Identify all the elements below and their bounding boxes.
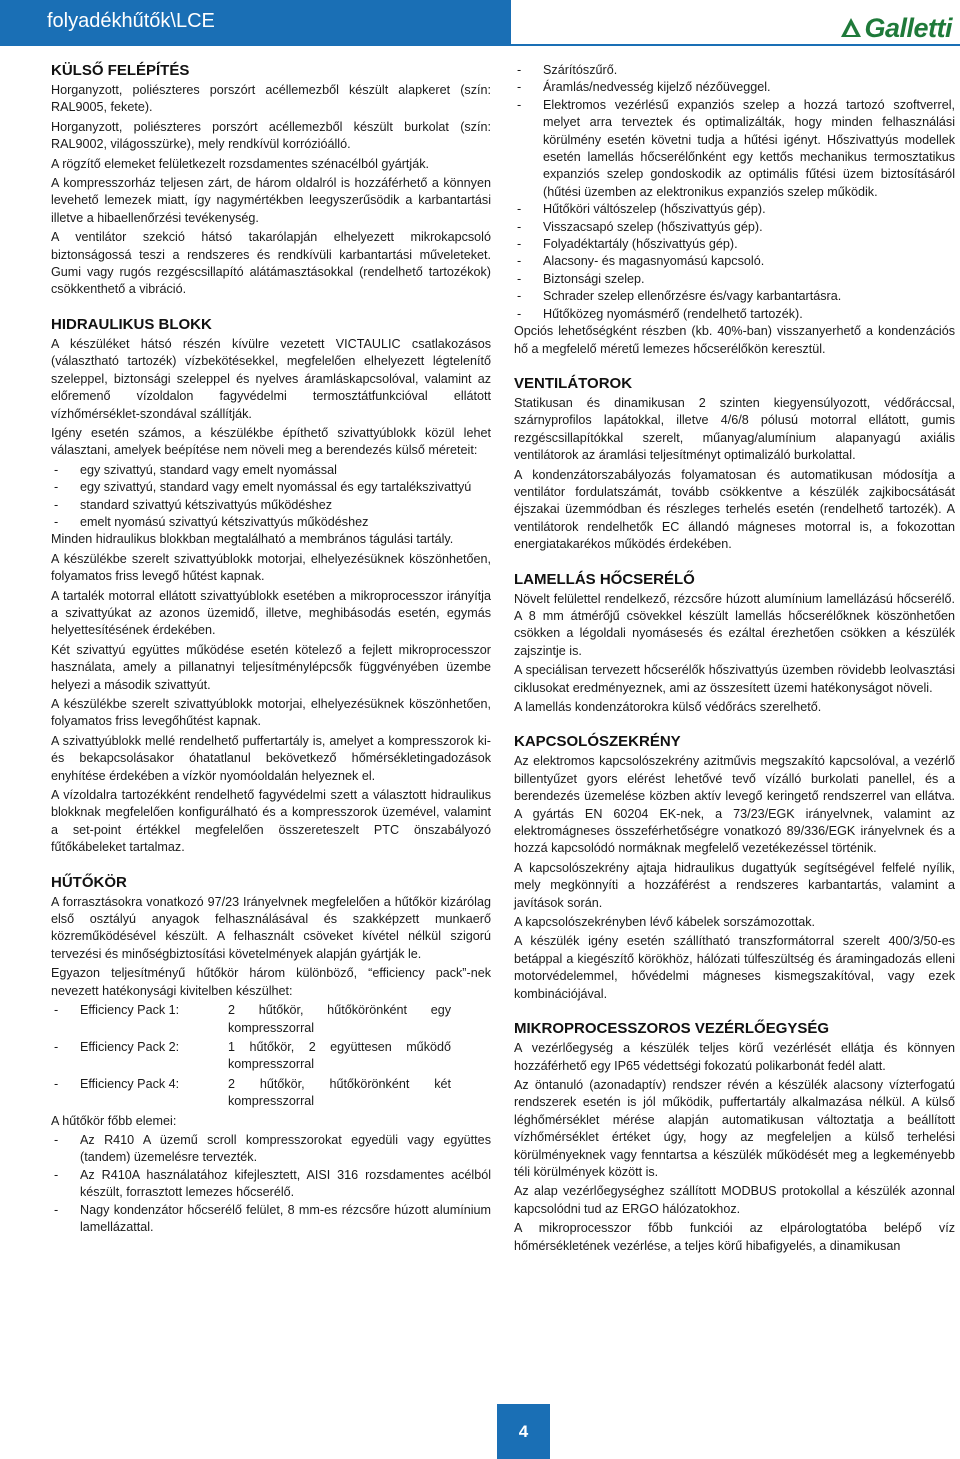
- section-heading: HIDRAULIKUS BLOKK: [51, 315, 212, 333]
- list-item: - Az R410 A üzemű scroll kompresszorokat egyedüli vagy együttes (tandem) üzemelésre tervezték.: [51, 1132, 491, 1167]
- section-heading: KÜLSŐ FELÉPÍTÉS: [51, 62, 190, 79]
- list-item: - Hűtőköri váltószelep (hőszivattyús gép).: [514, 201, 955, 218]
- section-hutokor-elemei-folytatas: [514, 62, 955, 358]
- pack-name: - Efficiency Pack 4:: [80, 1076, 180, 1091]
- header-title-band: [0, 0, 511, 46]
- paragraph: A lamellás kondenzátorokra külső védőrács szerelhető.: [514, 700, 822, 714]
- paragraph: A vezérlőegység a készülék teljes körű vezérlését ellátja és könnyen hozzáférhető egy IP65 védettségi fokozatú polikarbonát fedél alatt.: [514, 1041, 955, 1073]
- paragraph: A ventilátor szekció hátsó takarólapján elhelyezett mikrokapcsoló biztonságossá teszi a rendszeres és rendkívüli karbantartási műveleteket. Gumi vagy rugós rezgéscsillapító alátámasztásokkal (rendelhető tartozékok) csökkenthető a vibráció.: [51, 230, 491, 297]
- paragraph: A kapcsolószekrény ajtaja hidraulikus dugattyúk segítségével felfelé nyílik, mely megkönnyíti a hozzáférést a rendszeres karbantartás, valamint a javítások során.: [514, 860, 955, 910]
- paragraph: A készülékbe szerelt szivattyúblokk motorjai, elhelyezésüknek köszönhetően, folyamatos friss levegő hűtést kapnak.: [51, 551, 491, 584]
- galletti-logo: [840, 12, 952, 44]
- paragraph: A speciálisan tervezett hőcserélők hőszivattyús üzemben rövidebb leolvasztási ciklusokat eredményeznek, ami az összesített üzemi hatékonyságot növeli.: [514, 663, 955, 695]
- paragraph: A forrasztásokra vonatkozó 97/23 Irányelvnek megfelelően a hűtőkör kizárólag első osztályú anyagok felhasználásával és szakképzett munkaerő közreműködésével készült. A felhasznált csöveket kívétel nélkül szigorú tervezési és minőségbiztosítási követelmények alapján gyártják le.: [51, 894, 491, 961]
- list-item: - Az R410A használatához kifejlesztett, AISI 316 rozsdamentes acélból készült, forrasztott lemezes hőcserélő.: [51, 1167, 491, 1202]
- section-heading: KAPCSOLÓSZEKRÉNY: [514, 733, 681, 751]
- paragraph: Két szivattyú együttes működése esetén kötelező a fejlett mikroprocesszor használata, amely a pillanatnyi teljesítménylépcsők függvényében üzembe helyezi a második szivattyút.: [51, 642, 491, 692]
- header-rule: [511, 44, 960, 46]
- paragraph: Statikusan és dinamikusan 2 szinten kiegyensúlyozott, védőráccsal, szárnyprofilos lapátokkal, illetve 4/6/8 pólusú motorral ellátott, gumis rezgéscsillapítókkal szerelt, műanyag/alumínium alapanyagú axiális ventilátorok az áramlási teljesítményt optimalizáló burkolattal.: [514, 395, 955, 463]
- header-bar: [0, 0, 960, 46]
- list-item: - Visszacsapó szelep (hőszivattyús gép).: [514, 219, 955, 236]
- pack-description: 2 hűtőkör, hűtőkörönként két kompresszorral: [228, 1076, 451, 1109]
- paragraph: A szivattyúblokk mellé rendelhető puffertartály is, amelyet a kompresszorok ki- és bekapcsolásakor óhatatlanul bekövetkező hőmérsékletingadozások enyhítése érdekében a vízkör nyomóoldalán helyeznek el.: [51, 733, 491, 783]
- list-item: - Alacsony- és magasnyomású kapcsoló.: [514, 253, 955, 270]
- section-mikroprocesszoros-vezerlo: [514, 1020, 955, 1255]
- list-item: - Folyadéktartály (hőszivattyús gép).: [514, 236, 955, 253]
- list-item: - Hűtőközeg nyomásmérő (rendelhető tartozék).: [514, 306, 955, 323]
- paragraph: A készülék igény esetén szállítható transzformátorral szerelt 400/3/50-es betáppal a kiegészítő körökhöz, hálózati túlfeszültség és áramingadozás elleni motorvédelemmel, hővédelmi mágneses kismegszakítóval, vagy ezek kombinációjával.: [514, 934, 955, 1001]
- paragraph: A vízoldalra tartozékként rendelhető fagyvédelmi szett a választott hidraulikus blokknak megfelelően konfigurálható és a kompresszorok üzemével, valamint a set-point értékkel megfelelően összereteszelt PTC önszabályozó fűtőkábeleket tartalmaz.: [51, 788, 491, 855]
- list-item: - Schrader szelep ellenőrzésre és/vagy karbantartásra.: [514, 288, 955, 305]
- page-number: 4: [497, 1404, 550, 1459]
- logo-text: Galletti: [864, 12, 952, 43]
- list-item: - egy szivattyú, standard vagy emelt nyomással: [51, 462, 491, 479]
- paragraph: A tartalék motorral ellátott szivattyúblokk esetében a mikroprocesszor irányítja a szivattyúkat az azonos üzemidő, illetve, meghibásodás esetén, egymás helyettesítésének érdekében.: [51, 588, 491, 638]
- paragraph: Az alap vezérlőegységhez szállított MODBUS protokollal a készülék azonnal kapcsolódni tud az ERGO hálózatokhoz.: [514, 1184, 955, 1216]
- list-item: - Elektromos vezérlésű expanziós szelep a hozzá tartozó szoftverrel, melyet arra terveztek és optimalizálták, hogy minden felhasználási körülmény esetén követni tudja a hűtési igényt. Hőszivattyús modellek esetén lamellás hőcserélőnként egy kettős mechanikus termosztatikus expanziós szelep gondoskodik az optimális fűtési üzem biztosításáról (hűtési üzemben az elektronikus expanziós szelep működik.: [514, 97, 955, 201]
- section-hidraulikus-blokk: [51, 316, 491, 857]
- pack-description: 2 hűtőkör, hűtőkörönként egy kompresszorral: [228, 1003, 451, 1035]
- paragraph: A mikroprocesszor főbb funkciói az elpárologtatóba belépő víz hőmérsékletének vezérlése, a teljes körű hibafigyelés, a dinamikusan: [514, 1221, 955, 1253]
- paragraph: A kompresszorház teljesen zárt, de három oldalról is hozzáférhető a könnyen levehető lemezek miatt, így nagymértékben leegyszerűsödik a karbantartási illetve a hibaellenőrzési tevékenység.: [51, 176, 491, 225]
- paragraph: A hűtőkör főbb elemei:: [51, 1113, 177, 1128]
- pack-name: - Efficiency Pack 2:: [80, 1039, 180, 1054]
- list-item: - Áramlás/nedvesség kijelző nézőüveggel.: [514, 79, 955, 96]
- section-kulso-felepites: [51, 62, 491, 299]
- efficiency-pack-row: [51, 1002, 491, 1037]
- section-lamellas-hocserelo: [514, 571, 955, 717]
- right-column: [514, 62, 955, 1272]
- section-heading: VENTILÁTOROK: [514, 374, 633, 392]
- section-kapcsoloszekreny: [514, 733, 955, 1003]
- paragraph: Opciós lehetőségként részben (kb. 40%-ban) visszanyerhető a kondenzációs hő a megfelelő méretű lemezes hőcserélőkön keresztül.: [514, 324, 955, 356]
- header-title: folyadékhűtők\LCE: [47, 10, 215, 32]
- efficiency-pack-row: [51, 1039, 491, 1074]
- paragraph: Horganyzott, poliészteres porszórt acéllemezből készült burkolat (szín: RAL9002, világosszürke), mely rendkívül korrózióálló.: [51, 119, 491, 152]
- efficiency-pack-row: [51, 1076, 491, 1111]
- paragraph: Egyazon teljesítményű hűtőkör három különböző, “efficiency pack”-nek nevezett hatékonysági kivitelben készülhet:: [51, 966, 491, 998]
- list-item: - Biztonsági szelep.: [514, 271, 955, 288]
- section-heading: MIKROPROCESSZOROS VEZÉRLŐEGYSÉG: [514, 1020, 830, 1038]
- paragraph: Igény esetén számos, a készülékbe építhető szivattyúblokk közül lehet választani, amelyek beépítése nem növeli meg a berendezés külső méreteit:: [51, 425, 491, 458]
- list-item: - Nagy kondenzátor hőcserélő felület, 8 mm-es rézcsőre húzott alumínium lamellázattal.: [51, 1202, 491, 1237]
- paragraph: Horganyzott, poliészteres porszórt acéllemezből készült alapkeret (szín: RAL9005, fekete).: [51, 83, 491, 115]
- section-heading: LAMELLÁS HŐCSERÉLŐ: [514, 570, 695, 588]
- paragraph: Minden hidraulikus blokkban megtalálható a membrános tágulási tartály.: [51, 532, 454, 547]
- section-hutokor: [51, 874, 491, 1237]
- list-item: - Szárítószűrő.: [514, 62, 955, 79]
- pack-description: 1 hűtőkör, 2 együttesen működő kompresszorral: [228, 1039, 451, 1072]
- paragraph: A készüléket hátsó részén kívülre vezetett VICTAULIC csatlakozásos (választható tartozék) vízbekötésekkel, megfelelően elhelyezett légtelenítő szeleppel, biztonsági szeleppel és nyelves áramláskapcsolóval, valamint az előremenő vízoldalon fagyvédelmi termosztátfunkcióval ellátott vízhőmérséklet-szondával szállítják.: [51, 336, 491, 421]
- section-heading: HŰTŐKÖR: [51, 873, 127, 891]
- paragraph: A kondenzátorszabályozás folyamatosan és automatikusan módosítja a ventilátor fordulatszámát, tovább csökkentve a készülék zajkibocsátását éjszakai üzemmódban és részleges terhelés esetén (rendelhető tartozék). A ventilátorok rendelhetők EC állandó mágneses motorral is, a fokozottan energiatakarékos működés érdekében.: [514, 467, 955, 552]
- list-item: - standard szivattyú kétszivattyús működéshez: [51, 497, 491, 514]
- paragraph: A kapcsolószekrényben lévő kábelek sorszámozottak.: [514, 915, 816, 930]
- pack-name: - Efficiency Pack 1:: [80, 1003, 180, 1018]
- paragraph: A rögzítő elemeket felületkezelt rozsdamentes szénacélból gyártják.: [51, 156, 430, 171]
- left-column: [51, 62, 491, 1253]
- list-item: - egy szivattyú, standard vagy emelt nyomással és egy tartalékszivattyú: [51, 479, 491, 496]
- section-ventilatorok: [514, 375, 955, 554]
- paragraph: A készülékbe szerelt szivattyúblokk motorjai, elhelyezésüknek köszönhetően, folyamatos friss levegőhűtést kapnak.: [51, 697, 491, 729]
- list-item: - emelt nyomású szivattyú kétszivattyús működéshez: [51, 514, 491, 531]
- paragraph: Növelt felülettel rendelkező, rézcsőre húzott alumínium lamellázású hőcserélő. A 8 mm átmérőjű csövekkel készült lamellás hőcserélőknek köszönhetően csökken a légoldali nyomásesés és ezáltal érezhetően csökken a készülék zajszintje is.: [514, 591, 955, 658]
- logo-mark-icon: [840, 17, 862, 39]
- paragraph: Az öntanuló (azonadaptív) rendszer révén a készülék alacsony vízterfogatú rendszerek esetén is jól működik, puffertartály alkalmazása nélkül. A külső léghőmérséklet mérése alapján automatikusan változtatja a beállított vízhőmérséklet értéket úgy, hogy az megfeleljen a külső terhelési körülményeknek vagy fenntartsa a készülék működését meg a legkeményebb téli körülmények között is.: [514, 1077, 955, 1179]
- paragraph: Az elektromos kapcsolószekrény azitművis megszakító kapcsolóval, a vezérlő billentyűzet gyors elérést lehetővé tevő vízálló burkolati panellel, és a berendezés üzemelése közben aktív levegő keringető rendszerrel van ellátva. A gyártás EN 60204 EK-nek, a 73/23/EGK irányelvnek, valamint az elektromágneses összeférhetőségre vonatkozó 89/336/EGK irányelvnek és a hozzá kapcsolódó normáknak megfelelő vezetékezéssel történik.: [514, 754, 955, 856]
